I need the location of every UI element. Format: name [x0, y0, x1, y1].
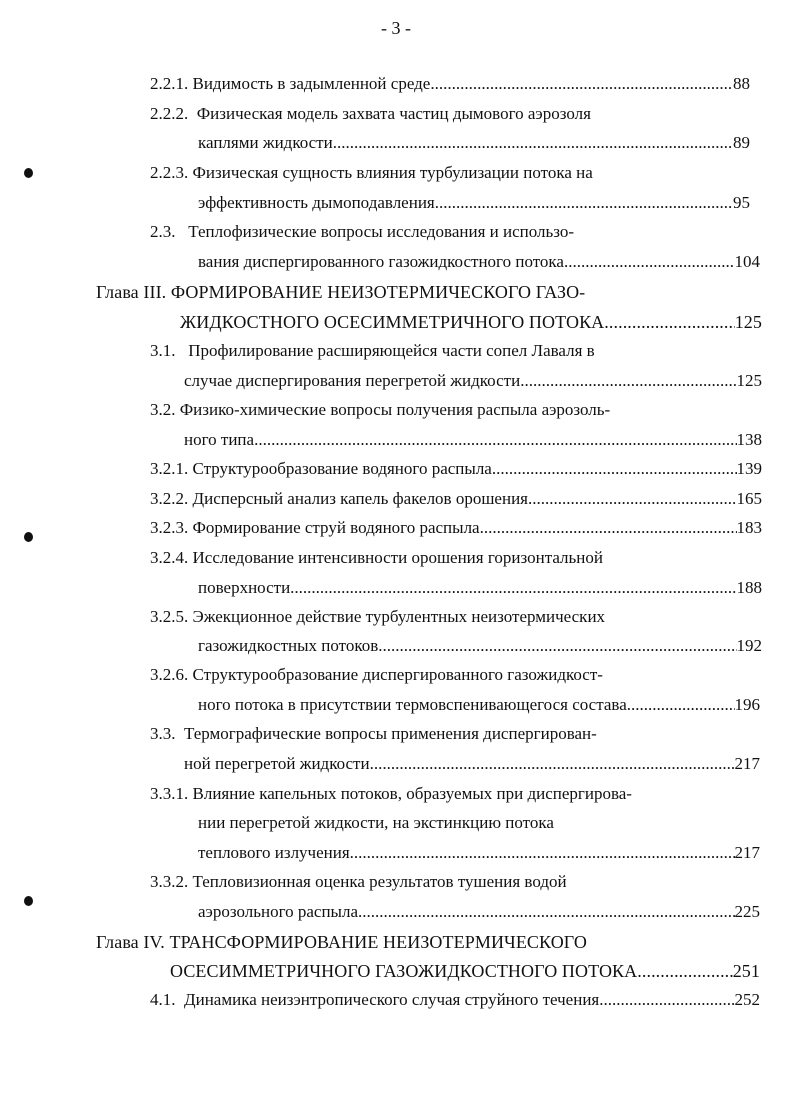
toc-chapter-3 — [96, 280, 585, 304]
toc-chapter-title: ФОРМИРОВАНИЕ НЕИЗОТЕРМИЧЕСКОГО ГАЗО- — [170, 282, 586, 302]
toc-chapter-4-cont — [170, 959, 760, 983]
toc-chapter-number: Глава IV. — [96, 932, 165, 952]
toc-number: 2.2.1. — [150, 74, 189, 93]
toc-entry-3-2-cont — [184, 428, 762, 452]
toc-page: 251 — [732, 961, 760, 981]
toc-entry-3-3-1 — [150, 782, 632, 806]
toc-page: 165 — [736, 489, 762, 508]
toc-title-cont: аэрозольного распыла — [198, 902, 359, 921]
toc-entry-2-2-2 — [150, 102, 591, 126]
toc-entry-3-2 — [150, 398, 610, 422]
toc-entry-3-3-1-cont — [198, 811, 554, 835]
toc-title-cont: вания диспергированного газожидкостного потока — [198, 252, 564, 271]
toc-entry-3-3-cont — [184, 752, 760, 776]
toc-title-cont: ного потока в присутствии термовспенивающегося состава — [198, 695, 627, 714]
toc-entry-3-2-5-cont — [198, 634, 762, 658]
toc-number: 3.1. — [150, 341, 176, 360]
toc-entry-2-3 — [150, 220, 574, 244]
toc-page: 104 — [734, 252, 760, 271]
toc-number: 3.2.4. — [150, 548, 189, 567]
toc-number: 2.3. — [150, 222, 176, 241]
toc-entry-3-2-6 — [150, 663, 603, 687]
toc-title-cont: газожидкостных потоков — [198, 636, 379, 655]
toc-entry-2-2-3-cont — [198, 191, 750, 215]
toc-title: Теплофизические вопросы исследования и использо- — [188, 222, 575, 241]
toc-title: Физико-химические вопросы получения распыла аэрозоль- — [179, 400, 611, 419]
toc-entry-3-3-2-cont — [198, 900, 760, 924]
toc-entry-3-3 — [150, 722, 597, 746]
toc-entry-3-2-1 — [150, 457, 762, 481]
toc-number: 3.2. — [150, 400, 176, 419]
toc-entry-2-2-1 — [150, 72, 750, 96]
toc-chapter-3-cont — [180, 310, 762, 334]
toc-number: 3.2.5. — [150, 607, 189, 626]
toc-title: Динамика неизэнтропического случая струйного течения — [184, 990, 600, 1009]
margin-punch-mark — [24, 896, 33, 906]
toc-number: 3.3.1. — [150, 784, 189, 803]
toc-entry-4-1 — [150, 988, 760, 1012]
toc-page: 138 — [736, 430, 762, 449]
toc-entry-3-2-2 — [150, 487, 762, 511]
toc-title: Тепловизионная оценка результатов тушения водой — [192, 872, 567, 891]
toc-entry-2-2-3 — [150, 161, 593, 185]
toc-title: Физическая сущность влияния турбулизации потока на — [192, 163, 593, 182]
toc-number: 2.2.2. — [150, 104, 189, 123]
toc-title: Видимость в задымленной среде — [192, 74, 431, 93]
toc-page: 125 — [734, 312, 762, 332]
toc-page: 192 — [736, 636, 762, 655]
margin-punch-mark — [24, 532, 33, 542]
toc-page: 89 — [733, 133, 750, 152]
toc-number: 4.1. — [150, 990, 176, 1009]
toc-title: Исследование интенсивности орошения горизонтальной — [192, 548, 603, 567]
toc-title: Структурообразование диспергированного газожидкост- — [192, 665, 603, 684]
toc-title: Профилирование расширяющейся части сопел Лаваля в — [188, 341, 595, 360]
toc-title-cont: ного типа — [184, 430, 255, 449]
toc-entry-3-2-3 — [150, 516, 762, 540]
toc-chapter-title: ТРАНСФОРМИРОВАНИЕ НЕИЗОТЕРМИЧЕСКОГО — [169, 932, 587, 952]
toc-title: Эжекционное действие турбулентных неизотермических — [192, 607, 606, 626]
toc-entry-3-2-4 — [150, 546, 603, 570]
toc-title: Влияние капельных потоков, образуемых при диспергирова- — [192, 784, 632, 803]
toc-entry-2-2-2-cont — [198, 131, 750, 155]
toc-title-cont: ной перегретой жидкости — [184, 754, 370, 773]
toc-number: 3.3. — [150, 724, 176, 743]
toc-page: 183 — [736, 518, 762, 537]
toc-page: 125 — [736, 371, 762, 390]
toc-title-cont: нии перегретой жидкости, на экстинкцию потока — [198, 813, 554, 832]
toc-chapter-number: Глава III. — [96, 282, 167, 302]
toc-number: 3.2.6. — [150, 665, 189, 684]
toc-title: Дисперсный анализ капель факелов орошения — [192, 489, 528, 508]
toc-entry-3-2-5 — [150, 605, 605, 629]
toc-number: 3.3.2. — [150, 872, 189, 891]
toc-chapter-title-cont: ОСЕСИММЕТРИЧНОГО ГАЗОЖИДКОСТНОГО ПОТОКА — [170, 961, 638, 981]
margin-punch-mark — [24, 168, 33, 178]
toc-page: 217 — [734, 843, 760, 862]
toc-page: 225 — [734, 902, 760, 921]
toc-page: 196 — [734, 695, 760, 714]
toc-number: 3.2.2. — [150, 489, 189, 508]
toc-title: Термографические вопросы применения диспергирован- — [184, 724, 597, 743]
toc-title: Формирование струй водяного распыла — [192, 518, 480, 537]
toc-title: Физическая модель захвата частиц дымового аэрозоля — [196, 104, 591, 123]
toc-page: 95 — [733, 193, 750, 212]
toc-entry-3-3-2 — [150, 870, 567, 894]
toc-entry-3-2-4-cont — [198, 576, 762, 600]
toc-title: Структурообразование водяного распыла — [192, 459, 492, 478]
toc-entry-3-3-1-cont-2 — [198, 841, 760, 865]
toc-entry-2-3-cont — [198, 250, 760, 274]
toc-number: 3.2.1. — [150, 459, 189, 478]
toc-title-cont: каплями жидкости — [198, 133, 333, 152]
toc-chapter-4 — [96, 930, 587, 954]
toc-number: 2.2.3. — [150, 163, 189, 182]
page-number: - 3 - — [381, 18, 411, 38]
toc-entry-3-2-6-cont — [198, 693, 760, 717]
toc-title-cont: теплового излучения — [198, 843, 350, 862]
toc-title-cont: поверхности — [198, 578, 291, 597]
toc-title-cont: эффективность дымоподавления — [198, 193, 435, 212]
toc-page: 139 — [736, 459, 762, 478]
toc-page: 88 — [733, 74, 750, 93]
toc-number: 3.2.3. — [150, 518, 189, 537]
toc-entry-3-1 — [150, 339, 595, 363]
toc-page: 188 — [736, 578, 762, 597]
toc-page: 252 — [734, 990, 760, 1009]
toc-chapter-title-cont: ЖИДКОСТНОГО ОСЕСИММЕТРИЧНОГО ПОТОКА — [180, 312, 605, 332]
toc-page: 217 — [734, 754, 760, 773]
toc-title-cont: случае диспергирования перегретой жидкости — [184, 371, 521, 390]
toc-entry-3-1-cont — [184, 369, 762, 393]
